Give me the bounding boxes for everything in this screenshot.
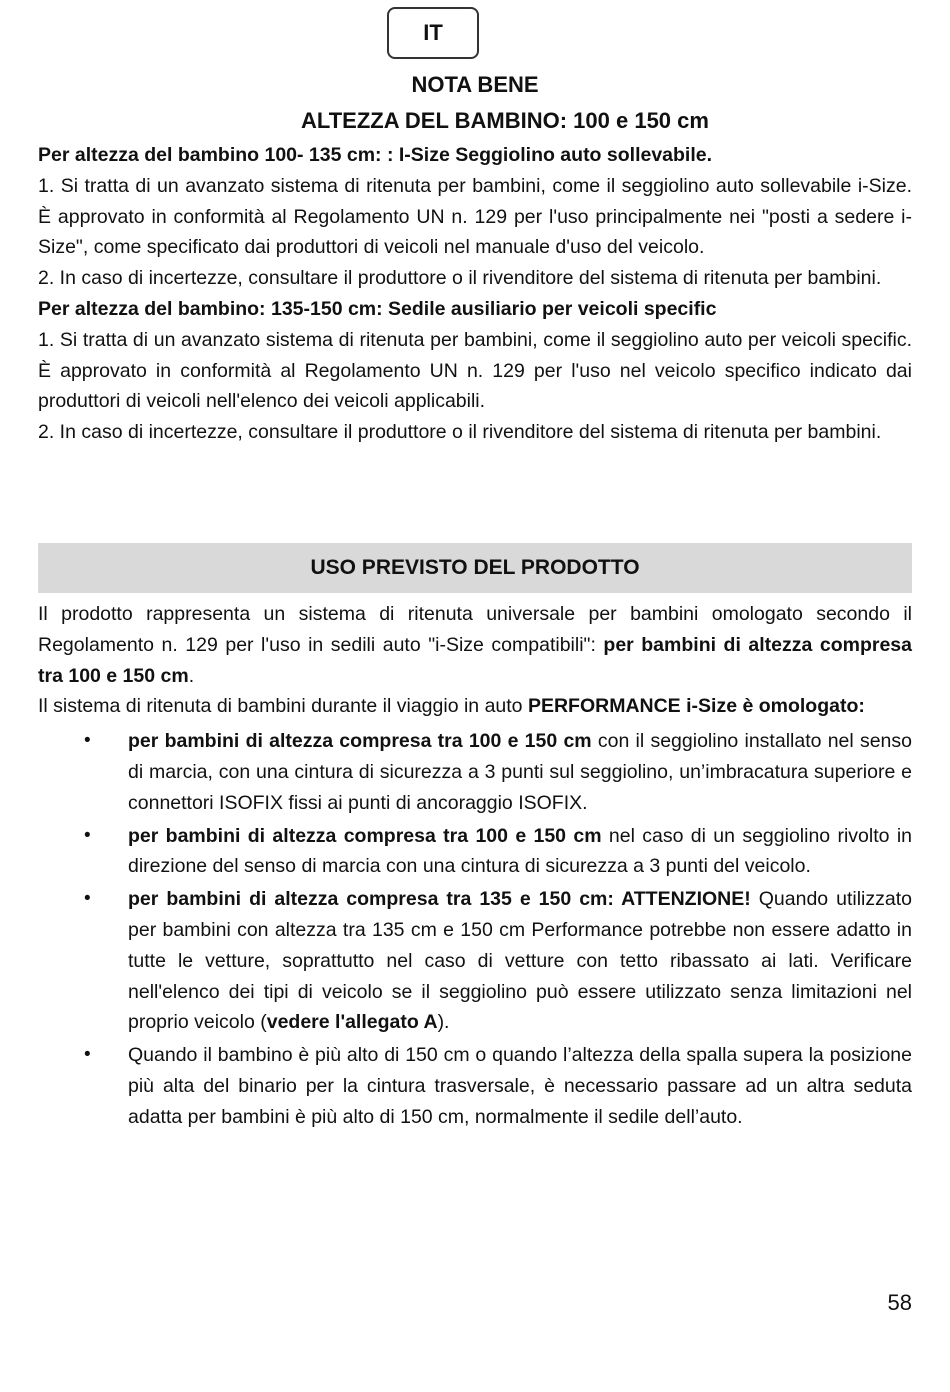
- text-run-bold: vedere l'allegato A: [266, 1011, 438, 1034]
- section-heading: Per altezza del bambino 100- 135 cm: : I-Size Seggiolino auto sollevabile.: [38, 144, 713, 166]
- bullet-icon: •: [84, 730, 91, 752]
- bullet-icon: •: [84, 1044, 91, 1066]
- list-item: [38, 1040, 912, 1132]
- text-run: Quando il bambino è più alto di 150 cm o quando l’altezza della spalla supera la posizione più alta del binario per la cintura trasversale, è necessario passare ad un altra seduta adatta per bambini è più alto di 150 cm, normalmente il sedile dell’auto.: [128, 1044, 912, 1128]
- paragraph: 1. Si tratta di un avanzato sistema di ritenuta per bambini, come il seggiolino auto per veicoli specific. È approvato in conformità al Regolamento UN n. 129 per l'uso nel veicolo specifico indicato dai produttori di veicoli nell'elenco dei veicoli applicabili.: [38, 328, 912, 413]
- text-run-bold: per bambini di altezza compresa tra 100 e 150 cm: [128, 824, 602, 847]
- text-run: Il sistema di ritenuta di bambini durante il viaggio in auto: [38, 695, 528, 718]
- text-run: Quando utilizzato per bambini con altezza tra 135 cm e 150 cm Performance potrebbe non essere adatto in tutte le vetture, soprattutto nel caso di vetture con tetto ribassato ai lati. Verificare nell'elenco dei tipi di veicolo se il seggiolino può essere utilizzato senza limitazioni nel proprio veicolo (: [128, 888, 912, 1034]
- list-item: [38, 884, 912, 1038]
- text-run-bold: PERFORMANCE i-Size è omologato:: [527, 695, 865, 718]
- list-item: [38, 821, 912, 883]
- section-heading: Per altezza del bambino: 135-150 cm: Sedile ausiliario per veicoli specific: [38, 297, 717, 320]
- page-subtitle: ALTEZZA DEL BAMBINO: 100 e 150 cm: [301, 108, 709, 133]
- bullet-icon: •: [84, 824, 91, 846]
- text-run: con il seggiolino installato nel senso di marcia, con una cintura di sicurezza a 3 punti sul seggiolino, un’imbracatura superiore e connettori ISOFIX fissi ai punti di ancoraggio ISOFIX.: [128, 730, 912, 814]
- intended-use-section: [38, 599, 912, 1135]
- page-title: NOTA BENE: [411, 72, 539, 97]
- text-run: nel caso di un seggiolino rivolto in direzione del senso di marcia con una cintura di sicurezza a 3 punti del veicolo.: [128, 824, 913, 878]
- paragraph: [38, 599, 912, 691]
- paragraph: 2. In caso di incertezze, consultare il produttore o il rivenditore del sistema di ritenuta per bambini.: [38, 421, 882, 444]
- text-run-bold: per bambini di altezza compresa tra 100 e 150 cm: [38, 633, 912, 687]
- text-run-bold: per bambini di altezza compresa tra 100 e 150 cm: [128, 730, 592, 753]
- section-height-100-135: [38, 140, 912, 448]
- bullet-icon: •: [84, 888, 91, 910]
- paragraph: 2. In caso di incertezze, consultare il produttore o il rivenditore del sistema di ritenuta per bambini.: [38, 267, 882, 290]
- page-number: 58: [887, 1290, 912, 1315]
- paragraph: 1. Si tratta di un avanzato sistema di ritenuta per bambini, come il seggiolino auto sollevabile i-Size. È approvato in conformità al Regolamento UN n. 129 per l'uso principalmente nei "posti a sedere i-Size", come specificato dai produttori di veicoli nel manuale d'uso del veicolo.: [38, 174, 912, 259]
- section-title-bar: USO PREVISTO DEL PRODOTTO: [38, 543, 912, 593]
- list-item: [38, 726, 912, 818]
- language-badge: IT: [387, 7, 479, 59]
- text-run: ).: [437, 1011, 450, 1034]
- paragraph: [38, 691, 912, 722]
- text-run-bold: per bambini di altezza compresa tra 135 e 150 cm: ATTENZIONE!: [128, 888, 751, 911]
- text-run: Il prodotto rappresenta un sistema di ritenuta universale per bambini omologato secondo il Regolamento n. 129 per l'uso in sedili auto "i-Size compatibili":: [38, 603, 912, 656]
- bullet-list: [38, 726, 912, 1132]
- text-run: .: [188, 664, 195, 687]
